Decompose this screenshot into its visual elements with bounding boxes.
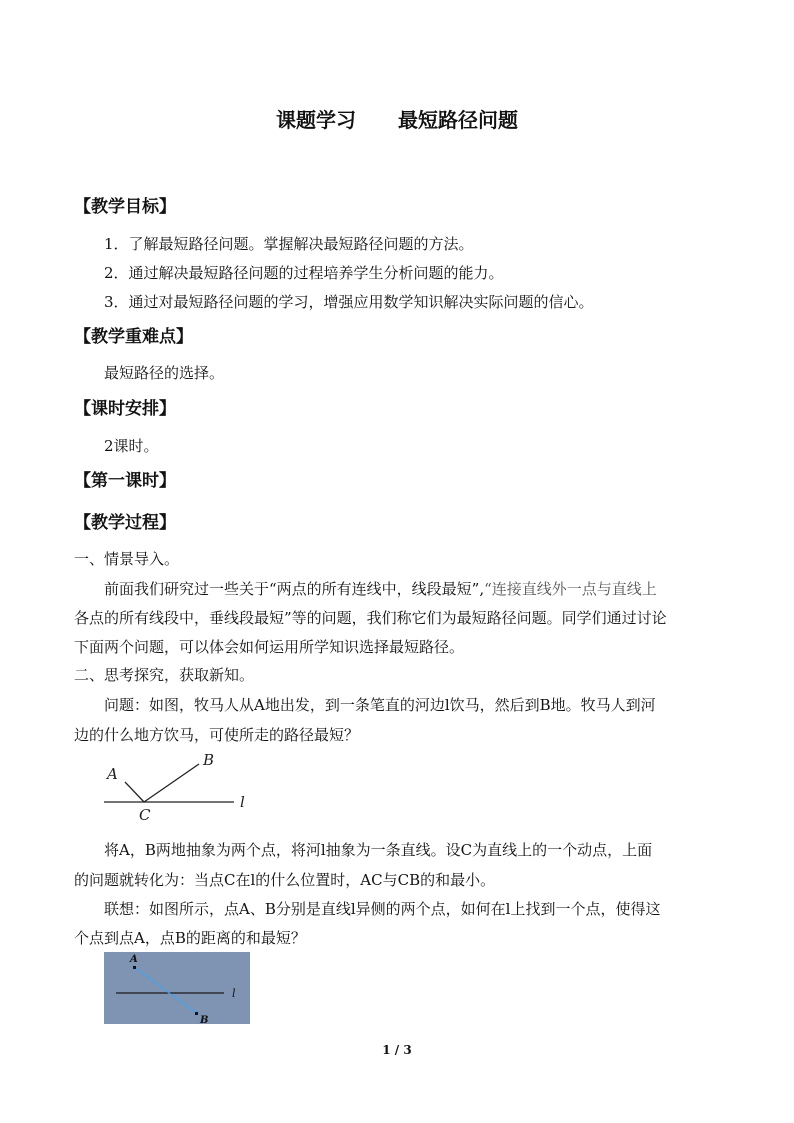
figure2-background — [104, 952, 250, 1024]
label-a: A — [107, 765, 118, 783]
objective-3: 3．通过对最短路径问题的学习，增强应用数学知识解决实际问题的信心。 — [104, 293, 594, 311]
part2-title: 二、思考探究，获取新知。 — [74, 666, 255, 684]
part1-quote-2: “连接直线外一点与直线上 — [484, 580, 657, 598]
schedule-heading: 【课时安排】 — [74, 399, 176, 419]
title-right: 最短路径问题 — [398, 108, 518, 132]
process-heading: 【教学过程】 — [74, 513, 176, 533]
label-c: C — [139, 806, 151, 824]
figure-opposite-sides-diagram — [104, 952, 250, 1024]
point-b — [195, 1012, 198, 1015]
page-number: 1 / 3 — [382, 1043, 412, 1057]
point-a — [133, 966, 136, 969]
label-b-2: B — [200, 1015, 209, 1024]
part1-paragraph-line1 — [104, 578, 657, 599]
label-b: B — [203, 751, 215, 769]
objectives-heading: 【教学目标】 — [74, 197, 176, 217]
label-l: l — [240, 793, 245, 811]
association-line2: 个点到点A，点B的距离的和最短？ — [74, 929, 306, 947]
segment-cb — [144, 764, 199, 802]
key-text: 最短路径的选择。 — [104, 364, 225, 382]
page-title — [0, 104, 794, 133]
objective-2: 2．通过解决最短路径问题的过程培养学生分析问题的能力。 — [104, 264, 504, 282]
segment-ac — [125, 782, 144, 802]
lesson-heading: 【第一课时】 — [74, 471, 176, 491]
part1-paragraph-line2: 各点的所有线段中，垂线段最短”等的问题，我们称它们为最短路径问题。同学们通过讨论 — [74, 609, 667, 627]
part1-paragraph-line3: 下面两个问题，可以体会如何运用所学知识选择最短路径。 — [74, 638, 465, 656]
abstract-line2: 的问题就转化为：当点C在l的什么位置时，AC与CB的和最小。 — [74, 871, 496, 889]
title-left: 课题学习 — [276, 108, 356, 132]
figure-river-diagram — [100, 750, 260, 825]
label-l-2: l — [232, 987, 236, 1000]
part1-title: 一、情景导入。 — [74, 550, 180, 568]
abstract-line1: 将A，B两地抽象为两个点，将河l抽象为一条直线。设C为直线上的一个动点，上面 — [104, 841, 653, 859]
schedule-text: 2课时。 — [104, 437, 159, 455]
objective-1: 1．了解最短路径问题。掌握解决最短路径问题的方法。 — [104, 235, 474, 253]
question-line1: 问题：如图，牧马人从A地出发，到一条笔直的河边l饮马，然后到B地。牧马人到河 — [104, 696, 656, 714]
key-heading: 【教学重难点】 — [74, 327, 193, 347]
question-line2: 边的什么地方饮马，可使所走的路径最短？ — [74, 726, 360, 744]
label-a-2: A — [130, 954, 138, 965]
part1-quote-1: 前面我们研究过一些关于“两点的所有连线中，线段最短”, — [104, 580, 485, 598]
association-line1: 联想：如图所示，点A、B分别是直线l异侧的两个点，如何在l上找到一个点，使得这 — [104, 900, 661, 918]
